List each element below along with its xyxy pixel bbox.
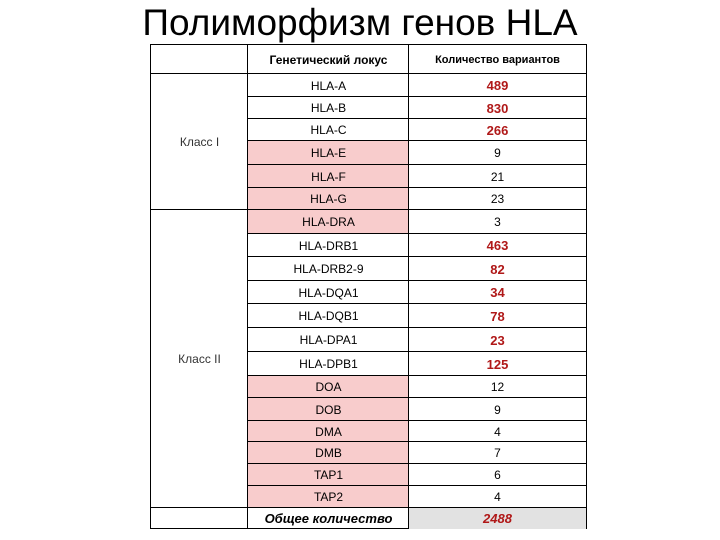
row-divider	[248, 420, 586, 421]
row-divider	[248, 187, 586, 188]
locus-cell: HLA-DRB2-9	[293, 262, 364, 276]
count-cell: 7	[494, 446, 501, 460]
locus-cell: DOB	[248, 398, 409, 421]
count-cell: 125	[486, 356, 509, 372]
row-divider	[248, 397, 586, 398]
locus-cell: DMA	[248, 421, 409, 442]
locus-cell: DMB	[248, 442, 409, 464]
count-cell: 3	[494, 215, 501, 229]
locus-cell: HLA-F	[248, 165, 409, 188]
locus-cell: HLA-DQA1	[298, 285, 359, 300]
row-divider	[248, 73, 586, 74]
row-divider	[248, 280, 586, 281]
header-locus: Генетический локус	[269, 52, 388, 67]
row-divider	[248, 209, 586, 210]
locus-cell: HLA-C	[310, 123, 347, 137]
count-cell: 12	[490, 380, 505, 394]
count-cell: 9	[494, 146, 501, 160]
count-cell: 4	[494, 490, 501, 504]
class-divider	[151, 73, 248, 74]
count-cell: 23	[490, 332, 505, 348]
locus-cell: TAP2	[248, 486, 409, 508]
count-cell: 489	[486, 78, 509, 93]
class-2-label: Класс II	[178, 352, 221, 366]
row-divider	[248, 303, 586, 304]
locus-cell: HLA-DPA1	[299, 333, 358, 347]
count-cell: 21	[490, 169, 505, 184]
count-cell: 82	[490, 261, 505, 277]
count-cell: 78	[490, 308, 505, 324]
row-divider	[248, 118, 586, 119]
row-divider	[248, 375, 586, 376]
locus-cell: HLA-DRA	[248, 210, 409, 234]
row-divider	[248, 96, 586, 97]
hla-polymorphism-table	[150, 44, 587, 529]
row-divider	[248, 256, 586, 257]
row-divider	[248, 441, 586, 442]
row-divider	[248, 164, 586, 165]
row-divider	[248, 507, 586, 508]
total-label: Общее количество	[264, 511, 393, 526]
locus-cell: HLA-DPB1	[299, 357, 358, 371]
row-divider	[248, 140, 586, 141]
locus-cell: TAP1	[248, 464, 409, 486]
locus-cell: HLA-B	[310, 101, 347, 115]
locus-cell: DOA	[248, 376, 409, 398]
row-divider	[248, 485, 586, 486]
slide-title: Полиморфизм генов HLA	[142, 2, 578, 43]
column-divider	[408, 45, 409, 528]
locus-cell: HLA-G	[248, 188, 409, 210]
row-divider	[248, 351, 586, 352]
count-cell: 463	[486, 238, 509, 253]
header-count: Количество вариантов	[435, 53, 560, 66]
count-cell: 9	[494, 402, 501, 417]
total-count: 2488	[409, 508, 586, 529]
locus-cell: HLA-DQB1	[298, 309, 359, 323]
row-divider	[248, 327, 586, 328]
count-cell: 34	[490, 285, 505, 300]
locus-cell: HLA-E	[248, 141, 409, 165]
row-divider	[248, 233, 586, 234]
column-divider	[247, 45, 248, 528]
locus-cell: HLA-A	[310, 78, 347, 93]
count-cell: 23	[490, 192, 505, 206]
class-1-label: Класс I	[179, 135, 220, 149]
class-divider	[151, 209, 248, 210]
row-divider	[248, 463, 586, 464]
count-cell: 266	[486, 122, 509, 138]
count-cell: 4	[494, 424, 501, 439]
count-cell: 830	[486, 100, 509, 116]
count-cell: 6	[494, 468, 501, 482]
class-divider	[151, 507, 248, 508]
locus-cell: HLA-DRB1	[298, 238, 359, 253]
